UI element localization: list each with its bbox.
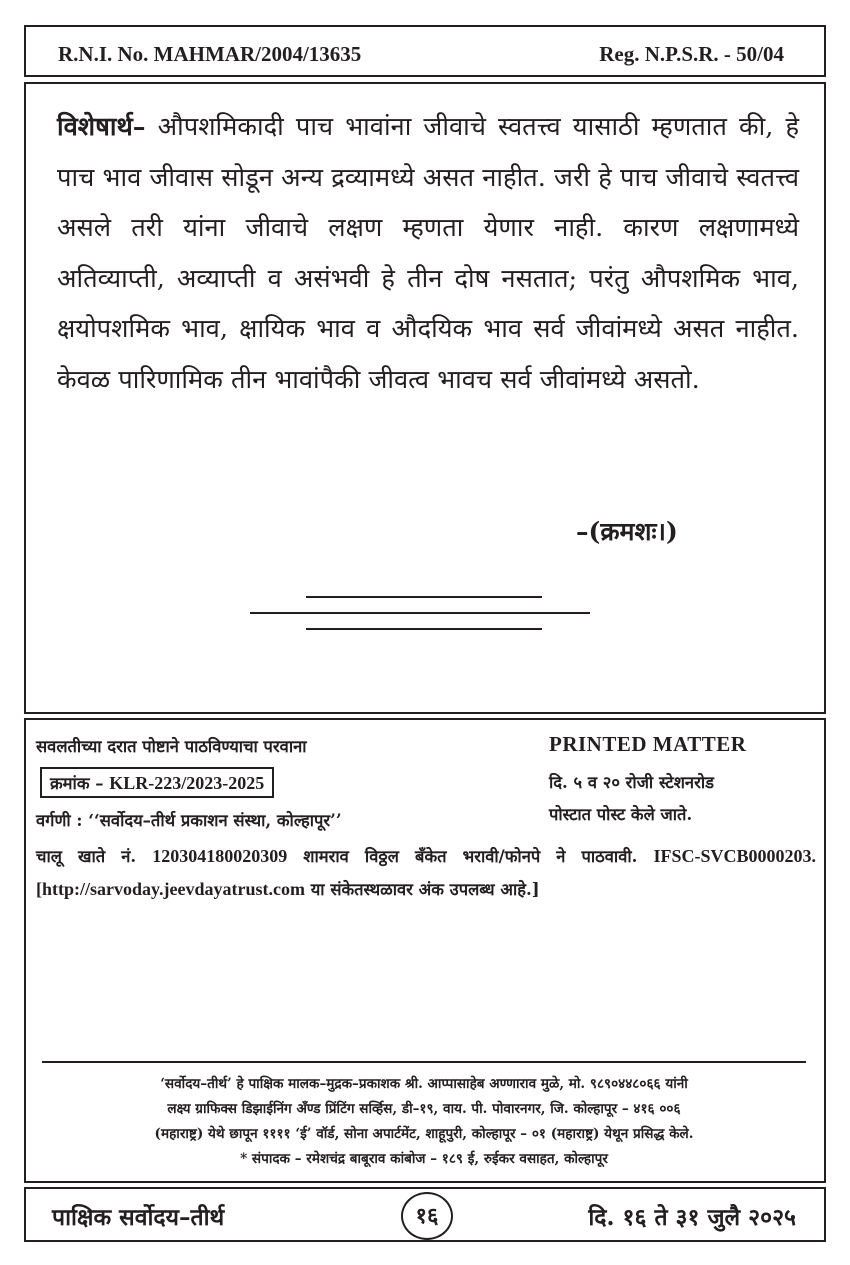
imprint-line-2: लक्ष्य ग्राफिक्स डिझाईनिंग अँण्ड प्रिंटिंग सर्व्हिस, डी–१९, वाय. पी. पोवारनगर, जि. कोल्हापूर – ४१६ ००६	[167, 1101, 681, 1117]
permit-number: KLR-223/2023-2025	[109, 773, 265, 793]
posting-line-1: दि. ५ व २० रोजी स्टेशनरोड	[549, 773, 714, 792]
article-body: औपशमिकादी पाच भावांना जीवाचे स्वतत्त्व यासाठी म्हणतात की, हे पाच भाव जीवास सोडून अन्य द्रव्यामध्ये असत नाहीत. जरी हे पाच जीवाचे स्वतत्त्व असले तरी यांना जीवाचे लक्षण म्हणता येणार नाही. कारण लक्षणामध्ये अतिव्याप्ती, अव्याप्ती व असंभवी हे तीन दोष नसतात; परंतु औपशमिक भाव, क्षयोपशमिक भाव, क्षायिक भाव व औदयिक भाव सर्व जीवांमध्ये असत नाहीत. केवळ पारिणामिक तीन भावांपैकी जीवत्व भावच सर्व जीवांमध्ये असतो.	[57, 112, 799, 395]
imprint-block	[36, 1072, 812, 1172]
bank-account-number: 120304180020309	[152, 846, 288, 866]
ornament-rule-middle	[250, 612, 590, 614]
imprint-divider	[42, 1061, 806, 1063]
article-box	[24, 82, 826, 714]
masthead-box	[24, 25, 826, 77]
posting-note	[549, 767, 814, 831]
imprint-line-1: ‘सर्वोदय–तीर्थ’ हे पाक्षिक मालक–मुद्रक–प्रकाशक श्री. आप्पासाहेब अण्णाराव मुळे, मो. ९८९०४४८०६६ यांनी	[160, 1076, 688, 1092]
printed-matter-label: PRINTED MATTER	[549, 732, 747, 756]
ornament-rule-bottom	[306, 628, 542, 630]
imprint-line-4: * संपादक – रमेशचंद्र बाबूराव कांबोज – १८९ ई, रुईकर वसाहत, कोल्हापूर	[240, 1151, 608, 1167]
bank-text-1: चालू खाते नं.	[36, 847, 153, 866]
posting-line-2: पोस्टात पोस्ट केले जाते.	[549, 805, 693, 824]
permit-label: क्रमांक –	[50, 774, 104, 793]
permit-box	[40, 767, 274, 798]
ornament-rule-top	[306, 596, 542, 598]
registration-number: Reg. N.P.S.R. - 50/04	[599, 42, 784, 66]
postal-concession-text: सवलतीच्या दरात पोष्टाने पाठविण्याचा परवाना	[36, 737, 307, 756]
article-lead: विशेषार्थ–	[57, 112, 146, 142]
footer-box	[24, 1187, 826, 1242]
publication-title: पाक्षिक सर्वोदय–तीर्थ	[52, 1204, 225, 1231]
issue-date: दि. १६ ते ३१ जुलै २०२५	[588, 1204, 796, 1231]
bank-text-3: या संकेतस्थळावर अंक उपलब्ध आहे.]	[304, 880, 540, 899]
bank-details	[36, 840, 816, 906]
continued-note: –(क्रमशः।)	[576, 517, 678, 546]
subscription-text: वर्गणी : ‘‘सर्वोदय–तीर्थ प्रकाशन संस्था, कोल्हापूर’’	[36, 811, 342, 830]
imprint-line-3: (महाराष्ट्र) येथे छापून ११११ ‘ई’ वॉर्ड, सोना अपार्टमेंट, शाहूपुरी, कोल्हापूर – ०१ (महाराष्ट्र) येथून प्रसिद्ध केले.	[154, 1126, 694, 1142]
article-paragraph	[57, 102, 799, 405]
bank-text-2: शामराव विठ्ठल बँकेत भरावी/फोनपे ने पाठवावी.	[287, 847, 654, 866]
page-number: १६	[401, 1192, 453, 1240]
rni-number: R.N.I. No. MAHMAR/2004/13635	[58, 42, 362, 66]
bank-ifsc-url: IFSC-SVCB0000203. [http://sarvoday.jeevdayatrust.com	[36, 846, 817, 899]
